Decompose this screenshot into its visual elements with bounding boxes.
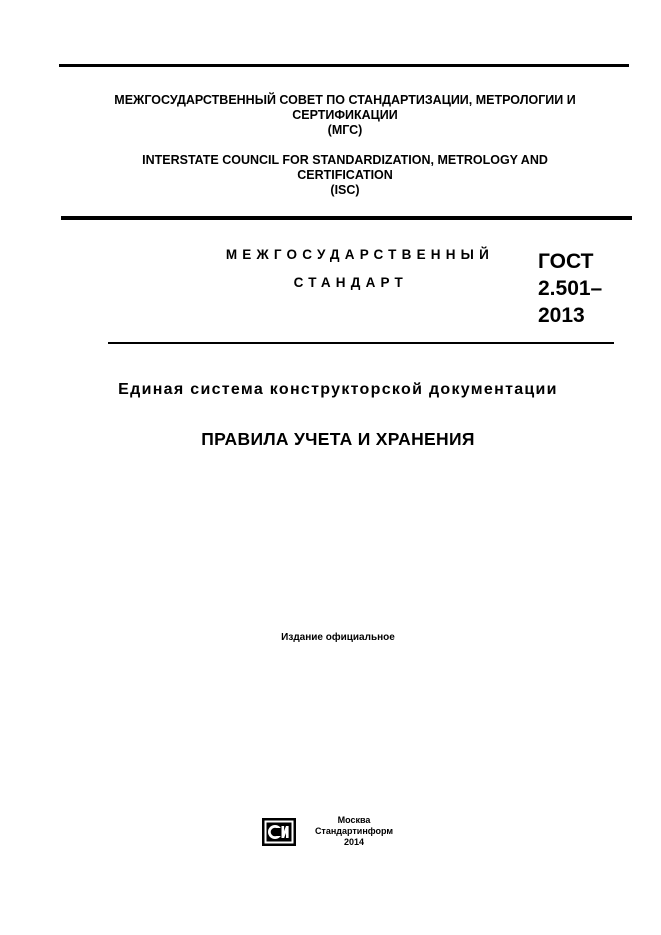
document-title: ПРАВИЛА УЧЕТА И ХРАНЕНИЯ <box>201 429 475 449</box>
gost-number <box>538 248 602 329</box>
edition-note: Издание официальное <box>281 632 395 643</box>
council-name-ru <box>60 93 630 138</box>
council-ru-line2: СЕРТИФИКАЦИИ <box>292 108 398 122</box>
council-en-line3: (ISC) <box>330 183 360 197</box>
gost-year: 2013 <box>538 304 585 327</box>
council-en-line1: INTERSTATE COUNCIL FOR STANDARDIZATION, METROLOGY AND <box>142 153 548 167</box>
council-ru-line3: (МГС) <box>327 123 363 137</box>
middle-rule <box>61 216 632 220</box>
publisher-name: Стандартинформ <box>314 826 394 836</box>
council-en-line2: CERTIFICATION <box>297 168 393 182</box>
document-subtitle: Единая система конструкторской документации <box>118 381 558 398</box>
publisher-city: Москва <box>337 815 371 825</box>
standartinform-logo-icon <box>261 817 297 847</box>
gost-code: 2.501– <box>538 277 603 300</box>
top-rule <box>59 64 629 67</box>
gost-label: ГОСТ <box>538 250 594 273</box>
publisher-block <box>306 815 402 848</box>
council-ru-line1: МЕЖГОСУДАРСТВЕННЫЙ СОВЕТ ПО СТАНДАРТИЗАЦИИ, МЕТРОЛОГИИ И <box>114 93 576 107</box>
lower-rule <box>108 342 614 344</box>
standard-kind-line2: СТАНДАРТ <box>293 275 408 290</box>
standard-kind-line1: МЕЖГОСУДАРСТВЕННЫЙ <box>225 247 494 262</box>
council-name-en <box>60 153 630 198</box>
publisher-year: 2014 <box>343 837 365 847</box>
